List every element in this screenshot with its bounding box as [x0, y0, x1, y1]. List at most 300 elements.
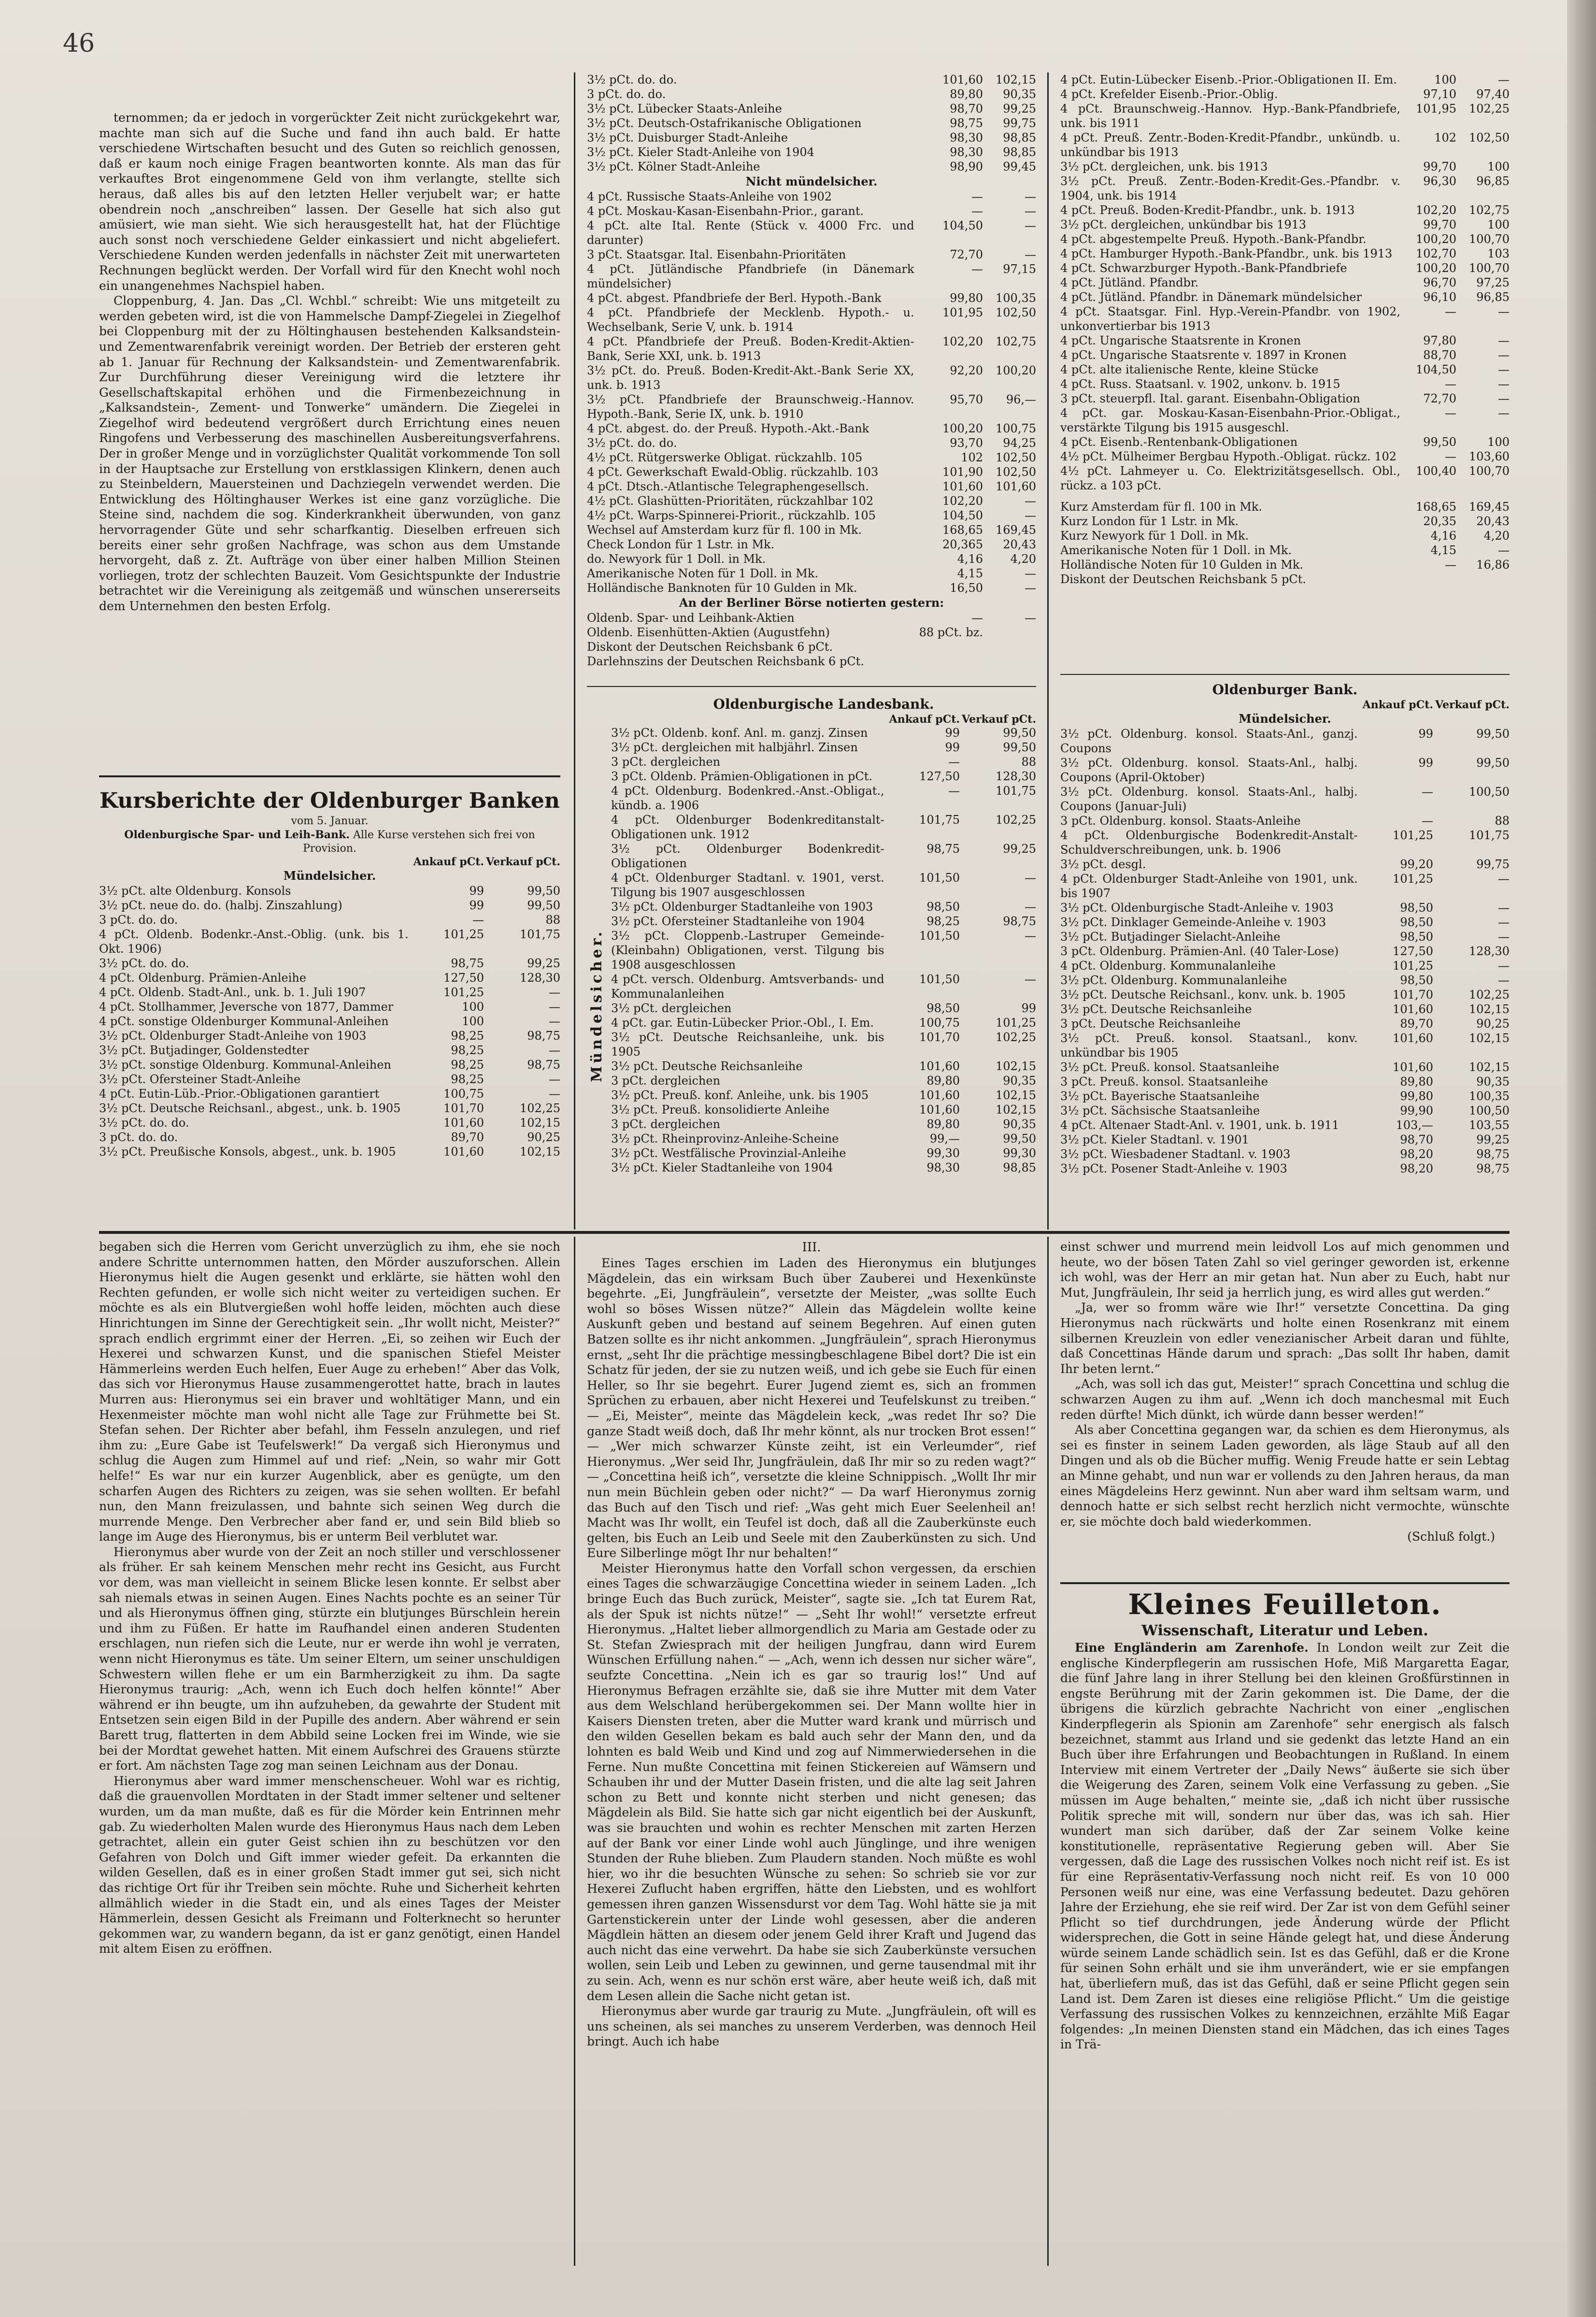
table-row: [1060, 261, 1510, 275]
security-name: 4 pCt. abgestempelte Preuß. Hypoth.-Bank-Pfandbr.: [1060, 232, 1367, 246]
security-name: 3½ pCt. Deutsche Reichsanleihe: [611, 1059, 803, 1073]
sell-rate: 90,35: [1476, 1075, 1510, 1088]
section-title: Nicht mündelsicher.: [745, 174, 878, 188]
buy-rate: —: [1422, 814, 1434, 828]
buy-rate: 98,75: [451, 957, 484, 970]
security-name: 4 pCt. Eutin-Lüb.-Prior.-Obligationen garantiert: [99, 1087, 380, 1101]
table-row: [1060, 1103, 1510, 1118]
table-row: [611, 726, 1036, 740]
buy-rate: 98,25: [451, 1029, 484, 1043]
novel-paragraph: „Ja, wer so fromm wäre wie Ihr!“ versetzte Concettina. Da ging Hieronymus nach rückwärts und holte einen Rosenkranz mit einem silbernen Kreuzlein von edler venezianischer Arbeit daran und fühlte, daß Concettinas Hände darum und sprach: „Das sollt Ihr haben, damit Ihr beten lernt.“: [1060, 1301, 1510, 1376]
table-row: [1060, 87, 1510, 101]
sell-rate: 99,50: [1476, 756, 1510, 770]
sell-rate: 100: [1487, 218, 1510, 231]
novel-paragraph: Meister Hieronymus hatte den Vorfall schon vergessen, da erschien eines Tages die schwarzäugige Concettina wieder in seinem Laden. „Ich bringe Euch das Buch zurück, Meister“, sagte sie. „Ich tat Eurem Rat, als der Spuk ist nichts nütze!“ — „Seht Ihr wohl!“ versetzte erfreut Hieronymus. „Haltet lieber allmorgendlich zu Maria am Gestade oder zu St. Stefan Zwiesprach mit der heiligen Jungfrau, dann wird Eurem Wünschen Erfüllung nahen.“ — „Ach, wenn ich dessen nur sicher wäre“, seufzte Concettina. „Nein ich es gar so traurig los!“ Und auf Hieronymus Befragen erzählte sie, daß sie ihre Mutter mit dem Vater aus dem Welschland herübergekommen sei. Der Mann wollte hier in Kaisers Diensten treten, aber die Mutter ward krank und mürrisch und den wilden Gesellen bekam es bald auch sehr der Mann den, und da lohnten es bald Weib und Kind und zog auf Nimmerwiedersehen in die Ferne. Nun mußte Concettina mit feinen Stickereien auf Wämsern und Schauben ihr und der Mutter Dasein fristen, und die alte lag seit Jahren schon zu Bett und konnte nicht sterben und nicht genesen; das Mägdelein als Bild. Sie hatte sich gar nicht eigentlich bei der Auskunft, was sie brauchten und wohin es rechter Menschen mit zarten Herzen auf der Bank vor einer Linde wohl auch Jünglinge, und ihre wenigen Stunden der Ruhe blieben. Zum Plaudern standen. Noch müßte es wohl hier, wo ihr die besuchten Wünsche zu sehen: So schrieb sie vor zur Hexerei Zuflucht haben ergriffen, hätte den Liebsten, und es wohlfort gemessen ihren ganzen Wissensdurst vor dem Tag. Wohl hätte sie ja mit Gartenstickerein unter der Linde wohl gesessen, aber die anderen Mägdlein hätten an diesem oder jenem Geld ihrer Kraft und Jugend das auch nicht das eine verwehrt. Da habe sie sich Zauberkünste versuchen wollen, sein Leib und Leben zu gewinnen, und gerne tausendmal mit ihr zu sein. Ach, wenn es nur schön erst wäre, aber heute weiß ich, daß mit dem Lesen allein die Sache nicht getan ist.: [587, 1561, 1036, 2003]
column-rule: [574, 72, 575, 1230]
table-row: [587, 204, 1036, 218]
header-sell: Verkauf pCt.: [486, 856, 560, 868]
table-row: [587, 334, 1036, 363]
buy-rate: 101,60: [443, 1145, 484, 1158]
buy-rate: 104,50: [942, 219, 983, 232]
security-name: 4 pCt. Jütländische Pfandbriefe (in Dänemark mündelsicher): [587, 262, 914, 290]
security-name: 4 pCt. Russ. Staatsanl. v. 1902, unkonv. b. 1915: [1060, 377, 1340, 391]
buy-rate: 98,30: [950, 145, 983, 159]
table-row: [1060, 500, 1510, 514]
security-name: 3½ pCt. Oldenburg. konsol. Staats-Anl., halbj. Coupons (Januar-Juli): [1060, 785, 1358, 813]
sell-rate: 90,25: [527, 1130, 560, 1144]
security-name: 3½ pCt. Oldenburger Bodenkredit-Obligationen: [611, 842, 884, 870]
rate-table: [587, 72, 1036, 669]
table-row: [1060, 814, 1510, 828]
table-row: [587, 159, 1036, 174]
buy-rate: 99: [1418, 756, 1434, 770]
security-name: 3 pCt. do. do.: [587, 87, 666, 101]
sell-rate: 100,50: [1469, 785, 1510, 799]
security-name: 3 pCt. do. do.: [99, 913, 178, 927]
buy-rate: —: [971, 611, 983, 625]
security-name: Holländische Noten für 10 Gulden in Mk.: [1060, 558, 1304, 572]
buy-rate: 101,25: [1393, 829, 1434, 842]
security-name: 3½ pCt. do. do.: [587, 73, 677, 86]
buy-rate: 98,75: [926, 842, 960, 856]
buy-rate: 127,50: [443, 971, 484, 985]
table-row: [611, 784, 1036, 813]
novel-col2: [587, 1239, 1036, 2263]
table-row: [587, 189, 1036, 204]
table-row: [587, 552, 1036, 566]
sell-rate: 100,20: [996, 364, 1036, 377]
table-row: [611, 1160, 1036, 1175]
security-name: 4 pCt. Oldenburg. Bodenkred.-Anst.-Obligat., kündb. a. 1906: [611, 784, 884, 812]
security-name: 3½ pCt. Oldenburger Stadtanleihe von 1903: [611, 900, 873, 914]
sell-rate: —: [1025, 567, 1036, 580]
sell-rate: 101,75: [996, 784, 1036, 798]
buy-rate: 101,75: [919, 813, 960, 827]
security-name: 4 pCt. Hamburger Hypoth.-Bank-Pfandbr., unk. bis 1913: [1060, 247, 1393, 260]
table-row: [611, 1030, 1036, 1059]
sell-rate: —: [1025, 190, 1036, 203]
buy-rate: —: [948, 755, 960, 769]
table-row: [1060, 872, 1510, 901]
security-name: 3½ pCt. Deutsche Reichsanl., abgest., unk. b. 1905: [99, 1101, 401, 1115]
security-name: 3½ pCt. neue do. do. (halbj. Zinszahlung): [99, 899, 342, 912]
table-row: [587, 654, 1036, 669]
security-name: 3½ pCt. desgl.: [1060, 858, 1146, 871]
security-name: 3½ pCt. dergleichen: [611, 1001, 732, 1015]
sell-rate: 90,35: [1003, 87, 1036, 101]
sell-rate: —: [1498, 73, 1510, 86]
sell-rate: 100,35: [996, 291, 1036, 305]
security-name: 4 pCt. alte italienische Rente, kleine Stücke: [1060, 363, 1319, 376]
security-name: 4 pCt. gar. Eutin-Lübecker Prior.-Obl., I. Em.: [611, 1016, 874, 1030]
table-row: [1060, 857, 1510, 872]
security-name: 3½ pCt. Kieler Stadtanleihe von 1904: [611, 1161, 833, 1174]
buy-rate: 4,16: [1430, 529, 1456, 543]
buy-rate: 101,70: [443, 1101, 484, 1115]
article-body: In London weilt zur Zeit die englische Kinderpflegerin am russischen Hofe, Miß Margaretta Eagar, die fünf Jahre lang in ihrer Stellung bei den kleinen Großfürstinnen in engste Berührung mit der Zarin gekommen ist. Die Dame, der die übrigens die kürzlich gebrachte Nachricht von einer „englischen Kinderpflegerin als Spionin am Zarenhofe“ sehr energisch als falsch bezeichnet, stammt aus Irland und sie gedenkt das letzte Hand an ein Buch über ihre Erfahrungen und Beobachtungen in Rußland. In einem Interview mit einem Vertreter der „Daily News“ äußerte sie sich über die Weigerung des Zaren, seinem Volk eine Verfassung zu geben. „Sie müssen im Auge behalten,“ meinte sie, „daß ich nicht über russische Politik spreche mit will, sondern nur über das, was ich sah. Hier wundert man sich darüber, daß der Zar seinem Volke keine konstitutionelle, repräsentative Regierung geben will. Aber Sie vergessen, daß die Lage des russischen Volkes noch nicht reif ist. Es ist für eine Repräsentativ-Verfassung noch nicht reif. Es von 10 000 Personen weiß nur eine, was eine Verfassung bedeutet. Dazu gehören Jahre der Erziehung, ehe sie reif wird. Der Zar ist von dem Gefühl seiner Pflicht so tief durchdrungen, jede Änderung würde der Pflicht widersprechen, die Gott in seine Hände gelegt hat, und diese Änderung würde seinem Lande schädlich sein. Ist es das Gefühl, daß er die Krone für seinen Sohn erhält und sie ihm unverändert, wie er sie empfangen hat, überliefern muß, das ist das Gefühl, daß er seine Pflicht gegen sein Land ist. Dem Zaren ist dieses eine religiöse Pflicht.“ Um die geistige Verfassung des russischen Volkes zu kennzeichnen, erzählte Miß Eagar folgendes: „In meinen Diensten stand ein Mädchen, das ich eines Tages in Trä-: [1060, 1641, 1510, 2052]
security-name: 4 pCt. Russische Staats-Anleihe von 1902: [587, 190, 832, 203]
table-row: [99, 913, 560, 927]
sell-rate: —: [1498, 334, 1510, 347]
sell-rate: 102,15: [1469, 1031, 1510, 1045]
sell-rate: 100,70: [1469, 464, 1510, 478]
sell-rate: —: [1498, 872, 1510, 886]
buy-rate: 98,70: [1400, 1133, 1434, 1146]
table-row: [99, 898, 560, 913]
security-name: 4½ pCt. Mülheimer Bergbau Hypoth.-Obligat. rückz. 102: [1060, 450, 1397, 463]
buy-rate: 100,75: [919, 1016, 960, 1030]
sell-rate: 100,70: [1469, 261, 1510, 275]
sell-rate: —: [1498, 363, 1510, 376]
buy-rate: 101,60: [919, 1103, 960, 1116]
table-row: [587, 611, 1036, 625]
security-name: 4 pCt. versch. Oldenburg. Amtsverbands- und Kommunalanleihen: [611, 973, 884, 1001]
sell-rate: 102,25: [996, 1030, 1036, 1044]
novel-paragraph: Hieronymus aber wurde von der Zeit an noch stiller und verschlossener als früher. Er sah keinem Menschen mehr recht ins Gesicht, aus Furcht vor dem, was man vielleicht in seinem Blicke lesen konnte. Er selbst aber sah niemals etwas in seinen Augen. Eines Nachts pochte es an seiner Tür und als Hieronymus öffnen ging, stürzte ein blutjunges Bürschlein herein und ihm zu Füßen. Er hatte im Raufhandel einen anderen Studenten erschlagen, nun riefen sich die Leute, nur er werde ihn wohl je verraten, wenn nicht Hieronymus es täte. Um seiner Eltern, um seiner unschuldigen Schwestern willen flehe er um ein Barmherzigkeit zu ihm. Da sagte Hieronymus traurig: „Ach, wenn ich Euch doch helfen könnte!“ Aber während er ihn beugte, um ihn aufzuheben, da gewahrte der Student mit Entsetzen sein eigen Bild in der Pupille des andern. Aber während er sein Barett trug, flatterten in dem Abbild seine Locken frei im Winde, wie sie bei der Mordtat gewehet hatten. Mit einem Aufschrei des Grauens stürzte er fort. Am nächsten Tage zog man seinen Leichnam aus der Donau.: [99, 1545, 560, 1773]
table-row: [587, 145, 1036, 159]
col1-article: [99, 110, 560, 772]
table-row: [1060, 514, 1510, 529]
buy-rate: 102,70: [1416, 247, 1456, 260]
security-name: 3 pCt. Oldenburg. Prämien-Anl. (40 Taler-Lose): [1060, 944, 1339, 958]
sell-rate: 100,50: [1469, 1104, 1510, 1117]
novel-paragraph: Eines Tages erschien im Laden des Hieronymus ein blutjunges Mägdelein, das ein wirksam Buch über Zauberei und Hexenkünste begehrte. „Ei, Jungfräulein“, versetzte der Meister, „was sollte Euch wohl so böses Wissen nütze?“ Allein das Mägdelein wollte keine Auskunft geben und bestand auf seinem Begehren. Auf einen guten Batzen sollte es ihr nicht ankommen. „Jungfräulein“, sprach Hieronymus ernst, „seht Ihr die prächtige messingbeschlagene Bibel dort? Die ist ein Schatz für jeden, der sie zu nutzen weiß, und ich gebe sie Euch für einen Heller, so Ihr sie begehrt. Eurer Jugend ziemt es, sich an frommen Sprüchen zu erbauen, aber nicht Hexerei und Teufelskunst zu treiben.“ — „Ei, Meister“, meinte das Mägdelein keck, „was redet Ihr so? Die ganze Stadt weiß doch, daß Ihr mehr könnt, als nur trocken Brot essen!“ — „Wer mich schwarzer Künste zeiht, ist ein Verleumder“, rief Hieronymus. „Wer seid Ihr, Jungfräulein, daß Ihr mir so zu reden wagt?“ — „Concettina heiß ich“, versetzte die kleine Schnippisch. „Wollt Ihr mir nun mein Büchlein geben oder nicht?“ — Da warf Hieronymus zornig das Buch auf den Tisch und rief: „Was geht mich Euer Seelenheil an! Macht was Ihr wollt, ein Teufel ist doch, daß all die Zauberkünste euch gelten, bis Euch an Leib und Seele mit den Zauberkünsten zu sich. Und Eure Silberlinge mögt Ihr nur behalten!“: [587, 1256, 1036, 1560]
table-row: [1060, 304, 1510, 333]
sell-rate: —: [1025, 581, 1036, 595]
security-name: 3½ pCt. Butjadinger Sielacht-Anleihe: [1060, 930, 1281, 944]
security-name: 4 pCt. Oldenburgische Bodenkredit-Anstalt-Schuldverschreibungen, unk. b. 1906: [1060, 829, 1358, 857]
security-name: 3½ pCt. dergleichen mit halbjährl. Zinsen: [611, 741, 858, 754]
sell-rate: —: [1025, 871, 1036, 885]
buy-rate: 101,25: [1393, 959, 1434, 973]
table-row: [1060, 174, 1510, 203]
table-row: [99, 1101, 560, 1116]
table-row: [587, 566, 1036, 581]
section-title: Mündelsicher.: [1239, 712, 1331, 726]
security-name: Diskont der Deutschen Reichsbank 6 pCt.: [587, 640, 833, 654]
buy-rate: 96,70: [1423, 276, 1456, 289]
sell-rate: 99,25: [1003, 102, 1036, 115]
table-row: [99, 1087, 560, 1101]
buy-rate: 101,95: [942, 306, 983, 319]
novel-paragraph: „Ach, was soll ich das gut, Meister!“ sprach Concettina und schlug die schwarzen Augen zu ihm auf. „Wenn ich doch manchesmal mit Euch reden dürfte! Mich dünkt, ich würde dann besser werden!“: [1060, 1377, 1510, 1422]
table-row: [1060, 785, 1510, 814]
sell-rate: 99,50: [1003, 1132, 1036, 1145]
table-row: [587, 479, 1036, 494]
security-name: 4½ pCt. Lahmeyer u. Co. Elektrizitätsgesellsch. Obl., rückz. a 103 pCt.: [1060, 464, 1400, 492]
buy-rate: 101,25: [443, 986, 484, 999]
sell-rate: —: [1498, 973, 1510, 987]
column-rule: [1047, 1237, 1049, 2266]
buy-rate: 98,20: [1400, 1162, 1434, 1175]
table-row: [99, 1072, 560, 1087]
article-title: Eine Engländerin am Zarenhofe.: [1075, 1641, 1309, 1655]
kursberichte-title: Kursberichte der Oldenburger Banken: [100, 788, 560, 813]
column-rule: [1047, 72, 1049, 1230]
sell-rate: 98,75: [1476, 1162, 1510, 1175]
oldenburger-bank-block: [1060, 681, 1510, 1227]
security-name: 4 pCt. Pfandbriefe der Mecklenb. Hypoth.- u. Wechselbank, Serie V, unk. b. 1914: [587, 306, 914, 334]
security-name: 3½ pCt. Preußische Konsols, abgest., unk. b. 1905: [99, 1145, 396, 1158]
security-name: 3½ pCt. Preuß. konsol. Staatsanl., konv. unkündbar bis 1905: [1060, 1031, 1358, 1059]
security-name: 4 pCt. Ungarische Staatsrente v. 1897 in Kronen: [1060, 348, 1347, 362]
table-row: [587, 494, 1036, 508]
bank-title: Oldenburgische Spar- und Leih-Bank.: [124, 829, 350, 841]
landesbank-title: Oldenburgische Landesbank.: [713, 696, 934, 712]
table-row: [611, 813, 1036, 842]
buy-rate: 99,70: [1423, 160, 1456, 173]
buy-rate: —: [948, 784, 960, 798]
table-row: [587, 291, 1036, 305]
security-name: 3 pCt. do. do.: [99, 1130, 178, 1144]
table-row: [587, 421, 1036, 436]
table-row: [1060, 232, 1510, 246]
header-buy: Ankauf pCt.: [889, 713, 960, 726]
sell-rate: 94,25: [1003, 436, 1036, 450]
sell-rate: 90,25: [1476, 1017, 1510, 1030]
table-row: [587, 363, 1036, 392]
security-name: 4 pCt. sonstige Oldenburger Kommunal-Anleihen: [99, 1015, 389, 1028]
buy-rate: 99: [945, 726, 960, 740]
section-separator: [99, 1231, 1510, 1234]
table-row: [611, 740, 1036, 755]
novel-col1: [99, 1239, 560, 2263]
security-name: 3 pCt. Oldenb. Prämien-Obligationen in pCt.: [611, 770, 872, 783]
security-name: 3½ pCt. sonstige Oldenburg. Kommunal-Anleihen: [99, 1058, 391, 1072]
column-rule: [574, 1237, 575, 2266]
sell-rate: [983, 625, 1036, 640]
security-name: 3 pCt. Staatsgar. Ital. Eisenbahn-Prioritäten: [587, 248, 846, 261]
buy-rate: 100: [462, 1015, 484, 1028]
sell-rate: —: [1025, 929, 1036, 943]
table-row: [1060, 973, 1510, 987]
buy-rate: 98,25: [926, 915, 960, 928]
buy-rate: 72,70: [950, 248, 983, 261]
table-row: [1060, 435, 1510, 449]
col3-rates: [1060, 72, 1510, 672]
table-row: [611, 755, 1036, 769]
feuilleton-title: Kleines Feuilleton.: [1128, 1588, 1442, 1621]
page-number: 46: [63, 29, 95, 58]
buy-rate: 98,50: [1400, 930, 1434, 944]
table-row: [1060, 958, 1510, 973]
security-name: Check London für 1 Lstr. in Mk.: [587, 538, 775, 551]
sell-rate: 102,50: [996, 306, 1036, 319]
rate-table: [99, 856, 560, 1159]
table-row: [1060, 828, 1510, 857]
sell-rate: 103,60: [1469, 450, 1510, 463]
continuation-note: (Schluß folgt.): [1407, 1530, 1495, 1544]
sell-rate: 88: [1495, 814, 1510, 828]
buy-rate: —: [1445, 305, 1456, 318]
sell-rate: —: [1498, 930, 1510, 944]
security-name: 3½ pCt. do. do.: [587, 436, 677, 450]
buy-rate: 98,25: [451, 1044, 484, 1057]
security-name: Kurz London für 1 Lstr. in Mk.: [1060, 515, 1239, 528]
sell-rate: 128,30: [1469, 944, 1510, 958]
chapter-number: III.: [802, 1240, 821, 1255]
security-name: 3 pCt. dergleichen: [611, 755, 721, 769]
buy-rate: [917, 640, 983, 654]
sell-rate: 99,50: [527, 899, 560, 912]
table-row: [99, 1043, 560, 1058]
sell-rate: 90,35: [1003, 1117, 1036, 1131]
buy-rate: 89,80: [926, 1074, 960, 1087]
novel-paragraph: begaben sich die Herren vom Gericht unverzüglich zu ihm, ehe sie noch andere Schritte unternommen hatten, den Mörder auszuforschen. Allein Hieronymus hielt die Augen gesenkt und erklärte, sie hätten wohl den Rechten gefunden, er wolle sich nicht weiter zu verteidigen suchen. Er möchte es als ein Blutvergießen wohl hoffe leiden, möchten auch diese Hinrichtungen im Sinne der Gerechtigkeit sein. „Ihr wollt nicht, Meister?“ sprach endlich ergrimmt einer der Herren. „Ei, so zeihen wir Euch der Hexerei und schwarzen Kunst, und die spanischen Stiefel Meister Hämmerleins werden Euch helfen, Euer Auge zu erheben!“ Aber das Volk, das sich vor Hieronymus Hause zusammengerottet hatte, brach in lautes Murren aus: Hieronymus sei ein braver und wohltätiger Mann, und ein Hexenmeister möchte man wohl nicht alle Tage zur Frühmette bei St. Stefan sehen. Der Richter aber befahl, ihm Fesseln anzulegen, und rief ihm zu: „Eure Gabe ist Teufelswerk!“ Da vergaß sich Hieronymus und schlug die Augen zum Himmel auf und rief: „Nein, so wahr mir Gott helfe!“ Es war nur ein kurzer Augenblick, aber es genügte, um den scharfen Augen des Richters zu zeigen, was sie sehen wollten. Er befahl nun, den Mann freizulassen, und bahnte sich seinen Weg durch die murrende Menge. Den Verbrecher aber fand er, und sein Bild blieb so lange im Auge des Hieronymus, bis er unterm Beil verblutet war.: [99, 1240, 560, 1544]
table-row: [1060, 1147, 1510, 1161]
security-name: 4 pCt. Oldenburger Stadt-Anleihe von 1901, unk. bis 1907: [1060, 872, 1358, 900]
security-name: 4 pCt. Jütländ. Pfandbr. in Dänemark mündelsicher: [1060, 290, 1362, 304]
sell-rate: 98,75: [527, 1029, 560, 1043]
table-row: [1060, 130, 1510, 159]
table-row: [1060, 572, 1510, 586]
sell-rate: 97,25: [1476, 276, 1510, 289]
sell-rate: 100: [1487, 160, 1510, 173]
table-row: [1060, 348, 1510, 362]
table-row: [99, 1144, 560, 1159]
buy-rate: 101,70: [919, 1030, 960, 1044]
sell-rate: 4,20: [1010, 552, 1036, 566]
security-name: 3½ pCt. dergleichen, unk. bis 1913: [1060, 160, 1268, 173]
sell-rate: —: [549, 1073, 560, 1086]
security-name: 4 pCt. Eisenb.-Rentenbank-Obligationen: [1060, 435, 1298, 449]
table-row: [611, 1117, 1036, 1131]
security-name: 3½ pCt. Sächsische Staatsanleihe: [1060, 1104, 1260, 1117]
table-row: [611, 769, 1036, 784]
buy-rate: 101,60: [942, 480, 983, 493]
buy-rate: 101,60: [919, 1088, 960, 1102]
security-name: 3½ pCt. Cloppenb.-Lastruper Gemeinde-(Kleinbahn) Obligationen, verst. Tilgung bis 1908 ausgeschlossen: [611, 929, 884, 972]
security-name: 3½ pCt. Pfandbriefe der Braunschweig.-Hannov. Hypoth.-Bank, Serie IX, unk. b. 1910: [587, 393, 914, 421]
sell-rate: 99,45: [1003, 160, 1036, 173]
sell-rate: 100,35: [1469, 1089, 1510, 1103]
sell-rate: 102,25: [996, 813, 1036, 827]
sell-rate: —: [1498, 406, 1510, 420]
security-name: 3½ pCt. Deutsch-Ostafrikanische Obligationen: [587, 116, 862, 130]
buy-rate: 99,—: [929, 1132, 960, 1145]
header-buy: Ankauf pCt.: [413, 856, 484, 868]
security-name: 4 pCt. Oldenb. Stadt-Anl., unk. b. 1. Juli 1907: [99, 986, 366, 999]
security-name: 3½ pCt. Oldenburgische Stadt-Anleihe v. 1903: [1060, 901, 1334, 915]
sell-rate: 102,50: [996, 451, 1036, 464]
sell-rate: —: [1498, 901, 1510, 915]
security-name: 4 pCt. Gewerkschaft Ewald-Oblig. rückzahlb. 103: [587, 465, 879, 479]
table-row: [611, 1146, 1036, 1160]
security-name: Oldenb. Spar- und Leihbank-Aktien: [587, 611, 795, 625]
buy-rate: 100,40: [1416, 464, 1456, 478]
buy-rate: 168,65: [942, 523, 983, 537]
buy-rate: 102,20: [1416, 203, 1456, 217]
buy-rate: 102: [961, 451, 983, 464]
buy-rate: —: [1445, 450, 1456, 463]
buy-rate: 102,20: [942, 335, 983, 348]
security-name: 3½ pCt. do. do.: [99, 957, 189, 970]
buy-rate: 4,16: [957, 552, 983, 566]
table-row: [587, 465, 1036, 479]
table-row: [1060, 901, 1510, 915]
sell-rate: 20,43: [1476, 515, 1510, 528]
sell-rate: —: [1498, 377, 1510, 391]
buy-rate: 101,60: [1393, 1002, 1434, 1016]
bank-note: Alle Kurse verstehen sich frei von Provision.: [303, 829, 535, 855]
security-name: 3½ pCt. Posener Stadt-Anleihe v. 1903: [1060, 1162, 1287, 1175]
security-name: Holländische Banknoten für 10 Gulden in Mk.: [587, 581, 857, 595]
buy-rate: 100: [462, 1000, 484, 1014]
table-row: [99, 971, 560, 985]
security-name: 4 pCt. Oldenburg. Kommunalanleihe: [1060, 959, 1276, 973]
table-row: [1060, 159, 1510, 174]
sell-rate: 100,75: [996, 422, 1036, 435]
sell-rate: 99,50: [527, 884, 560, 898]
divider: [1060, 674, 1510, 675]
table-row: [1060, 543, 1510, 558]
novel-paragraph: Als aber Concettina gegangen war, da schien es dem Hieronymus, als sei es finster in seinem Laden geworden, als läge Staub auf all den Dingen und als ob die Bücher muffig. Wenig Freude hatte er sein Lebtag an Minne gehabt, und nun war er vollends zu den Jahren heraus, da man eines Mägdeleins Herz gewinnt. Nun aber ward ihm seltsam warm, und dennoch hatte er sich selbst recht herzlich nicht vermochte, wünschte er, sie möchte doch bald wiederkommen.: [1060, 1423, 1510, 1529]
security-name: 4 pCt. abgest. Pfandbriefe der Berl. Hypoth.-Bank: [587, 291, 882, 305]
table-row: [1060, 217, 1510, 232]
security-name: 4½ pCt. Warps-Spinnerei-Priorit., rückzahlb. 105: [587, 509, 876, 522]
buy-rate: [1403, 572, 1456, 586]
buy-rate: 99,70: [1423, 218, 1456, 231]
rate-table: [611, 713, 1036, 1175]
security-name: 3½ pCt. Kieler Stadtanl. v. 1901: [1060, 1133, 1249, 1146]
buy-rate: 4,15: [957, 567, 983, 580]
buy-rate: 101,70: [1393, 988, 1434, 1001]
buy-rate: 104,50: [1416, 363, 1456, 376]
sell-rate: 98,75: [1476, 1147, 1510, 1161]
table-row: [99, 1116, 560, 1130]
table-row: [587, 101, 1036, 116]
header-buy: Ankauf pCt.: [1362, 699, 1434, 711]
buy-rate: 98,25: [451, 1058, 484, 1072]
buy-rate: 98,75: [950, 116, 983, 130]
novel-col3: [1060, 1239, 1510, 1577]
table-row: [611, 1059, 1036, 1073]
security-name: 3½ pCt. Deutsche Reichsanleihe, unk. bis 1905: [611, 1030, 884, 1058]
table-row: [99, 1130, 560, 1144]
table-row: [1060, 987, 1510, 1002]
section-title: Mündelsicher.: [283, 869, 376, 883]
buy-rate: 101,60: [942, 73, 983, 86]
buy-rate: 98,70: [950, 102, 983, 115]
sell-rate: 99: [1021, 1001, 1036, 1015]
sell-rate: 169,45: [996, 523, 1036, 537]
table-row: [587, 392, 1036, 421]
security-name: do. Newyork für 1 Doll. in Mk.: [587, 552, 766, 566]
security-name: 3½ pCt. Butjadinger, Goldenstedter: [99, 1044, 309, 1057]
table-row: [587, 72, 1036, 87]
buy-rate: 101,95: [1416, 102, 1456, 115]
table-row: [611, 914, 1036, 929]
sell-rate: —: [549, 986, 560, 999]
security-name: 4 pCt. Preuß. Boden-Kredit-Pfandbr., unk. b. 1913: [1060, 203, 1355, 217]
sell-rate: 101,75: [1469, 829, 1510, 842]
buy-rate: 99: [469, 899, 484, 912]
sell-rate: 98,85: [1003, 145, 1036, 159]
landesbank-block: [611, 696, 1036, 1227]
sell-rate: 99,30: [1003, 1146, 1036, 1160]
security-name: 4 pCt. Oldenburger Bodenkreditanstalt-Obligationen unk. 1912: [611, 813, 884, 841]
table-row: [587, 640, 1036, 654]
feuilleton-subtitle: Wissenschaft, Literatur und Leben.: [1141, 1622, 1428, 1639]
sell-rate: —: [1498, 959, 1510, 973]
buy-rate: 4,15: [1430, 543, 1456, 557]
buy-rate: 99,80: [950, 291, 983, 305]
security-name: 3½ pCt. Oldenburg. Kommunalanleihe: [1060, 973, 1287, 987]
sell-rate: —: [1025, 973, 1036, 986]
buy-rate: 99,90: [1400, 1104, 1434, 1117]
sell-rate: 103,55: [1469, 1118, 1510, 1132]
sell-rate: 99,25: [527, 957, 560, 970]
